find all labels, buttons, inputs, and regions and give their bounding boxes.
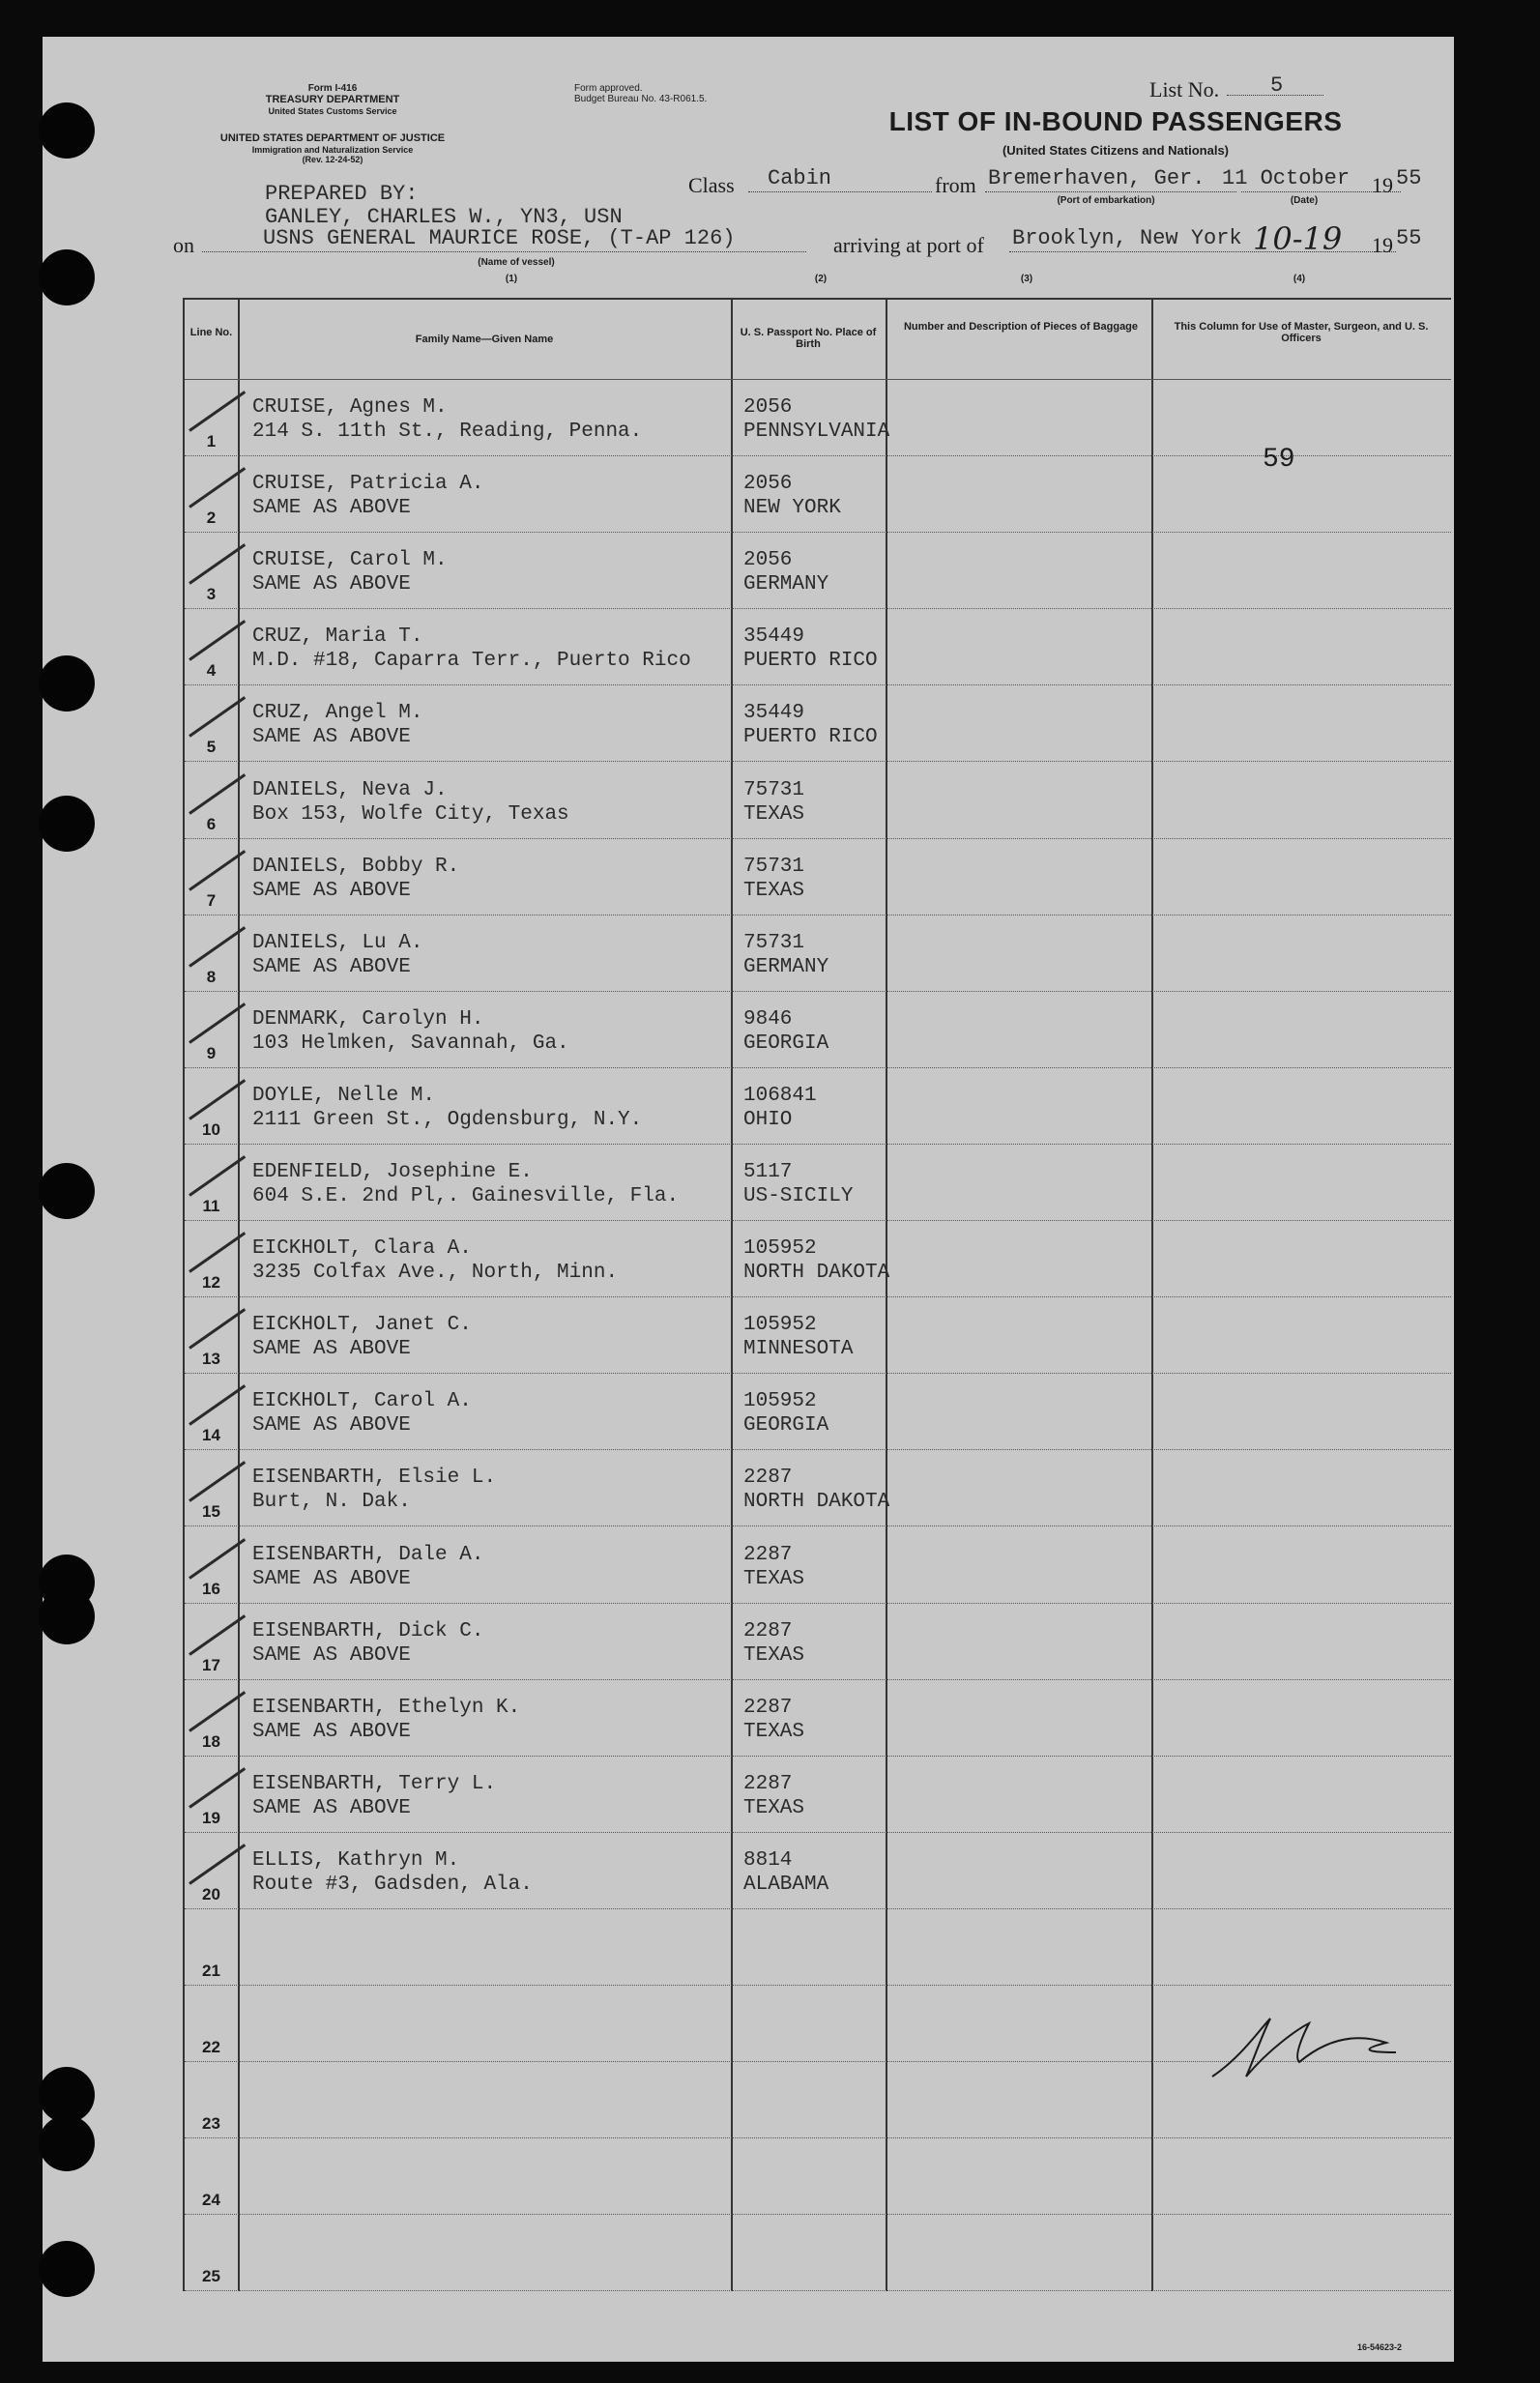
year-suffix: 55 — [1396, 166, 1422, 190]
place-of-birth: MINNESOTA — [743, 1338, 854, 1361]
table-row — [185, 1067, 1451, 1145]
passenger-address: SAME AS ABOVE — [252, 955, 411, 978]
line-number: 24 — [202, 2191, 220, 2210]
line-number: 25 — [202, 2267, 220, 2286]
table-row — [185, 1832, 1451, 1909]
line-number: 20 — [202, 1884, 220, 1903]
on-label: on — [173, 233, 194, 257]
preparer: GANLEY, CHARLES W., YN3, USN — [265, 205, 623, 229]
check-mark — [189, 1767, 246, 1809]
place-of-birth: GEORGIA — [743, 1414, 829, 1438]
passenger-name: CRUZ, Maria T. — [252, 625, 423, 649]
place-of-birth: NORTH DAKOTA — [743, 1491, 890, 1514]
arriving-label: arriving at port of — [833, 233, 984, 257]
check-mark — [189, 1384, 246, 1426]
passport-number: 9846 — [743, 1007, 793, 1031]
place-of-birth: PENNSYLVANIA — [743, 421, 890, 443]
col-3-label: (3) — [1020, 274, 1033, 284]
passenger-name: EISENBARTH, Elsie L. — [252, 1467, 497, 1490]
place-of-birth: TEXAS — [743, 1796, 805, 1819]
header-line-no: Line No. — [189, 327, 233, 338]
passport-number: 2056 — [743, 549, 793, 572]
place-of-birth: NEW YORK — [743, 497, 841, 520]
line-number: 7 — [206, 890, 217, 910]
check-mark — [189, 773, 246, 815]
passenger-address: 214 S. 11th St., Reading, Penna. — [252, 421, 643, 443]
vessel-name: USNS GENERAL MAURICE ROSE, (T-AP 126) — [263, 226, 736, 250]
header-officers: This Column for Use of Master, Surgeon, and U. S. Officers — [1174, 321, 1429, 344]
budget-bureau: Budget Bureau No. 43-R061.5. — [574, 94, 708, 104]
passenger-address: Box 153, Wolfe City, Texas — [252, 802, 569, 826]
line-number: 15 — [202, 1502, 220, 1522]
table-row — [185, 1526, 1451, 1604]
table-row — [185, 1144, 1451, 1221]
passport-number: 2287 — [743, 1772, 793, 1795]
line-number: 13 — [202, 1350, 220, 1369]
col-2-label: (2) — [814, 274, 828, 284]
date-caption: (Date) — [1290, 195, 1319, 206]
punch-hole — [39, 249, 95, 305]
check-mark — [189, 926, 246, 968]
passport-number: 35449 — [743, 625, 805, 649]
table-row — [185, 2214, 1451, 2291]
vessel-line — [202, 251, 806, 252]
line-number: 22 — [202, 2038, 220, 2057]
col-4-label: (4) — [1293, 274, 1306, 284]
place-of-birth: OHIO — [743, 1108, 793, 1131]
passenger-name: ELLIS, Kathryn M. — [252, 1848, 460, 1872]
passenger-address: M.D. #18, Caparra Terr., Puerto Rico — [252, 650, 691, 673]
passenger-address: 3235 Colfax Ave., North, Minn. — [252, 1262, 619, 1285]
line-number: 18 — [202, 1731, 220, 1751]
header-baggage: Number and Description of Pieces of Baggage — [903, 321, 1139, 333]
line-number: 2 — [206, 509, 217, 528]
passenger-address: 604 S.E. 2nd Pl,. Gainesville, Fla. — [252, 1185, 680, 1207]
passenger-address: 103 Helmken, Savannah, Ga. — [252, 1032, 569, 1055]
departure-date: 11 October — [1222, 166, 1351, 190]
place-of-birth: GERMANY — [743, 955, 829, 978]
check-mark — [189, 1691, 246, 1732]
form-approved: Form approved. — [574, 83, 643, 94]
table-row — [185, 991, 1451, 1068]
punch-hole — [39, 1163, 95, 1219]
passenger-name: EICKHOLT, Janet C. — [252, 1314, 472, 1337]
punch-hole — [39, 102, 95, 159]
passport-number: 75731 — [743, 931, 805, 954]
table-row — [185, 608, 1451, 685]
table-row — [185, 1679, 1451, 1757]
passenger-name: DANIELS, Neva J. — [252, 778, 448, 801]
stamp-number: 59 — [1263, 445, 1295, 475]
year-prefix: 19 — [1372, 173, 1393, 197]
form-sheet — [43, 37, 1454, 2362]
passport-number: 106841 — [743, 1084, 817, 1107]
officer-signature — [1203, 1999, 1444, 2096]
page-title: LIST OF IN-BOUND PASSENGERS — [888, 106, 1343, 136]
line-number: 19 — [202, 1808, 220, 1827]
check-mark — [189, 543, 246, 585]
passport-number: 5117 — [743, 1161, 793, 1183]
line-number: 12 — [202, 1273, 220, 1293]
passenger-name: DOYLE, Nelle M. — [252, 1084, 436, 1107]
line-number: 10 — [202, 1119, 220, 1139]
revision: (Rev. 12-24-52) — [302, 155, 363, 164]
from-line — [985, 191, 1236, 192]
justice-dept: UNITED STATES DEPARTMENT OF JUSTICE — [219, 132, 446, 144]
header-name: Family Name—Given Name — [415, 334, 554, 345]
class-line — [748, 191, 932, 192]
port-embark-caption: (Port of embarkation) — [1057, 195, 1155, 206]
line-number: 21 — [202, 1962, 220, 1980]
passenger-name: CRUISE, Carol M. — [252, 549, 448, 572]
table-row — [185, 1756, 1451, 1833]
check-mark — [189, 1003, 246, 1044]
from-label: from — [935, 173, 976, 197]
table-row — [185, 1296, 1451, 1374]
col-1-label: (1) — [505, 274, 518, 284]
place-of-birth: TEXAS — [743, 1720, 805, 1743]
passport-number: 35449 — [743, 702, 805, 725]
arr-year-suffix: 55 — [1396, 226, 1422, 250]
punch-hole — [39, 1588, 95, 1644]
check-mark — [189, 1844, 246, 1885]
place-of-birth: TEXAS — [743, 1567, 805, 1590]
punch-hole — [39, 655, 95, 712]
table-row — [185, 1373, 1451, 1450]
ins-service: Immigration and Naturalization Service — [251, 145, 414, 155]
passenger-address: 2111 Green St., Ogdensburg, N.Y. — [252, 1108, 643, 1131]
form-number: Form I-416 — [307, 83, 358, 94]
passport-number: 2056 — [743, 473, 793, 496]
passenger-name: CRUISE, Agnes M. — [252, 396, 448, 419]
table-row — [185, 1449, 1451, 1526]
punch-hole — [39, 796, 95, 852]
line-number: 11 — [202, 1197, 220, 1215]
check-mark — [189, 1155, 246, 1197]
table-row — [185, 684, 1451, 762]
punch-hole — [39, 2241, 95, 2297]
check-mark — [189, 467, 246, 509]
table-row — [185, 1220, 1451, 1297]
arr-year-prefix: 19 — [1372, 233, 1393, 257]
passenger-name: EISENBARTH, Ethelyn K. — [252, 1696, 521, 1719]
place-of-birth: US-SICILY — [743, 1185, 854, 1207]
passenger-address: SAME AS ABOVE — [252, 1720, 411, 1743]
check-mark — [189, 1538, 246, 1580]
passenger-address: SAME AS ABOVE — [252, 879, 411, 902]
table-row — [185, 532, 1451, 609]
passport-number: 75731 — [743, 778, 805, 801]
passenger-address: Burt, N. Dak. — [252, 1491, 411, 1514]
place-of-birth: GERMANY — [743, 573, 829, 596]
table-row — [185, 1603, 1451, 1680]
passport-number: 8814 — [743, 1848, 793, 1872]
line-number: 17 — [202, 1655, 220, 1674]
passport-number: 105952 — [743, 1237, 817, 1261]
class-label: Class — [688, 173, 735, 197]
passport-number: 2056 — [743, 396, 793, 419]
table-row — [185, 2137, 1451, 2215]
punch-hole — [39, 2115, 95, 2171]
table-row — [185, 762, 1451, 839]
check-mark — [189, 1308, 246, 1350]
line-number: 4 — [206, 661, 217, 681]
passenger-address: SAME AS ABOVE — [252, 1796, 411, 1819]
line-number: 1 — [206, 432, 217, 450]
place-of-birth: GEORGIA — [743, 1032, 829, 1055]
passenger-address: SAME AS ABOVE — [252, 1414, 411, 1438]
line-number: 9 — [206, 1043, 217, 1062]
check-mark — [189, 620, 246, 661]
place-of-birth: TEXAS — [743, 1643, 805, 1667]
arrival-port: Brooklyn, New York — [1012, 226, 1242, 250]
passenger-name: EDENFIELD, Josephine E. — [252, 1161, 533, 1183]
passenger-name: EICKHOLT, Clara A. — [252, 1237, 472, 1261]
list-no-label: List No. — [1149, 77, 1220, 102]
passport-number: 2287 — [743, 1619, 793, 1642]
passport-number: 2287 — [743, 1543, 793, 1566]
line-number: 14 — [202, 1426, 220, 1445]
passenger-address: SAME AS ABOVE — [252, 497, 411, 520]
passenger-name: DANIELS, Lu A. — [252, 931, 423, 954]
passenger-name: EISENBARTH, Dale A. — [252, 1543, 484, 1566]
header-passport: U. S. Passport No. Place of Birth — [740, 327, 877, 350]
check-mark — [189, 697, 246, 739]
passenger-address: SAME AS ABOVE — [252, 573, 411, 596]
passport-number: 2287 — [743, 1467, 793, 1490]
passenger-address: SAME AS ABOVE — [252, 1643, 411, 1667]
table-row — [185, 838, 1451, 915]
prepared-by-label: PREPARED BY: — [265, 182, 419, 206]
table-row — [185, 379, 1451, 456]
line-number: 16 — [202, 1579, 220, 1598]
check-mark — [189, 850, 246, 891]
passenger-name: CRUISE, Patricia A. — [252, 473, 484, 496]
place-of-birth: ALABAMA — [743, 1873, 829, 1896]
passenger-address: Route #3, Gadsden, Ala. — [252, 1873, 533, 1896]
check-mark — [189, 391, 246, 432]
class-value: Cabin — [768, 166, 832, 190]
place-of-birth: PUERTO RICO — [743, 726, 878, 749]
passport-number: 75731 — [743, 855, 805, 878]
table-row — [185, 915, 1451, 992]
footer-code: 16-54623-2 — [1357, 2342, 1403, 2352]
passport-number: 2287 — [743, 1696, 793, 1719]
list-number: 5 — [1270, 73, 1284, 98]
passenger-name: DENMARK, Carolyn H. — [252, 1007, 484, 1031]
vessel-caption: (Name of vessel) — [478, 257, 555, 268]
table-row — [185, 455, 1451, 533]
check-mark — [189, 1232, 246, 1273]
passport-number: 105952 — [743, 1314, 817, 1337]
passenger-name: EICKHOLT, Carol A. — [252, 1390, 472, 1413]
passenger-name: EISENBARTH, Terry L. — [252, 1772, 497, 1795]
passenger-address: SAME AS ABOVE — [252, 1567, 411, 1590]
arrival-date-handwritten: 10-19 — [1253, 220, 1343, 257]
passenger-address: SAME AS ABOVE — [252, 1338, 411, 1361]
line-number: 23 — [202, 2114, 220, 2134]
check-mark — [189, 1614, 246, 1656]
passenger-name: DANIELS, Bobby R. — [252, 855, 460, 878]
check-mark — [189, 1462, 246, 1503]
line-number: 3 — [206, 585, 217, 604]
line-number: 6 — [206, 814, 217, 833]
line-number: 5 — [206, 738, 217, 757]
customs-service: United States Customs Service — [268, 106, 397, 116]
port-of-embarkation: Bremerhaven, Ger. — [988, 166, 1206, 190]
table-row — [185, 1908, 1451, 1986]
check-mark — [189, 1079, 246, 1120]
passenger-name: EISENBARTH, Dick C. — [252, 1619, 484, 1642]
line-number: 8 — [206, 967, 217, 986]
place-of-birth: TEXAS — [743, 879, 805, 902]
passenger-name: CRUZ, Angel M. — [252, 702, 423, 725]
passenger-table — [183, 298, 1451, 2291]
place-of-birth: NORTH DAKOTA — [743, 1262, 890, 1285]
passport-number: 105952 — [743, 1390, 817, 1413]
place-of-birth: PUERTO RICO — [743, 650, 878, 673]
page-subtitle: (United States Citizens and Nationals) — [1002, 143, 1230, 158]
passenger-address: SAME AS ABOVE — [252, 726, 411, 749]
place-of-birth: TEXAS — [743, 802, 805, 826]
treasury-dept: TREASURY DEPARTMENT — [265, 94, 400, 105]
